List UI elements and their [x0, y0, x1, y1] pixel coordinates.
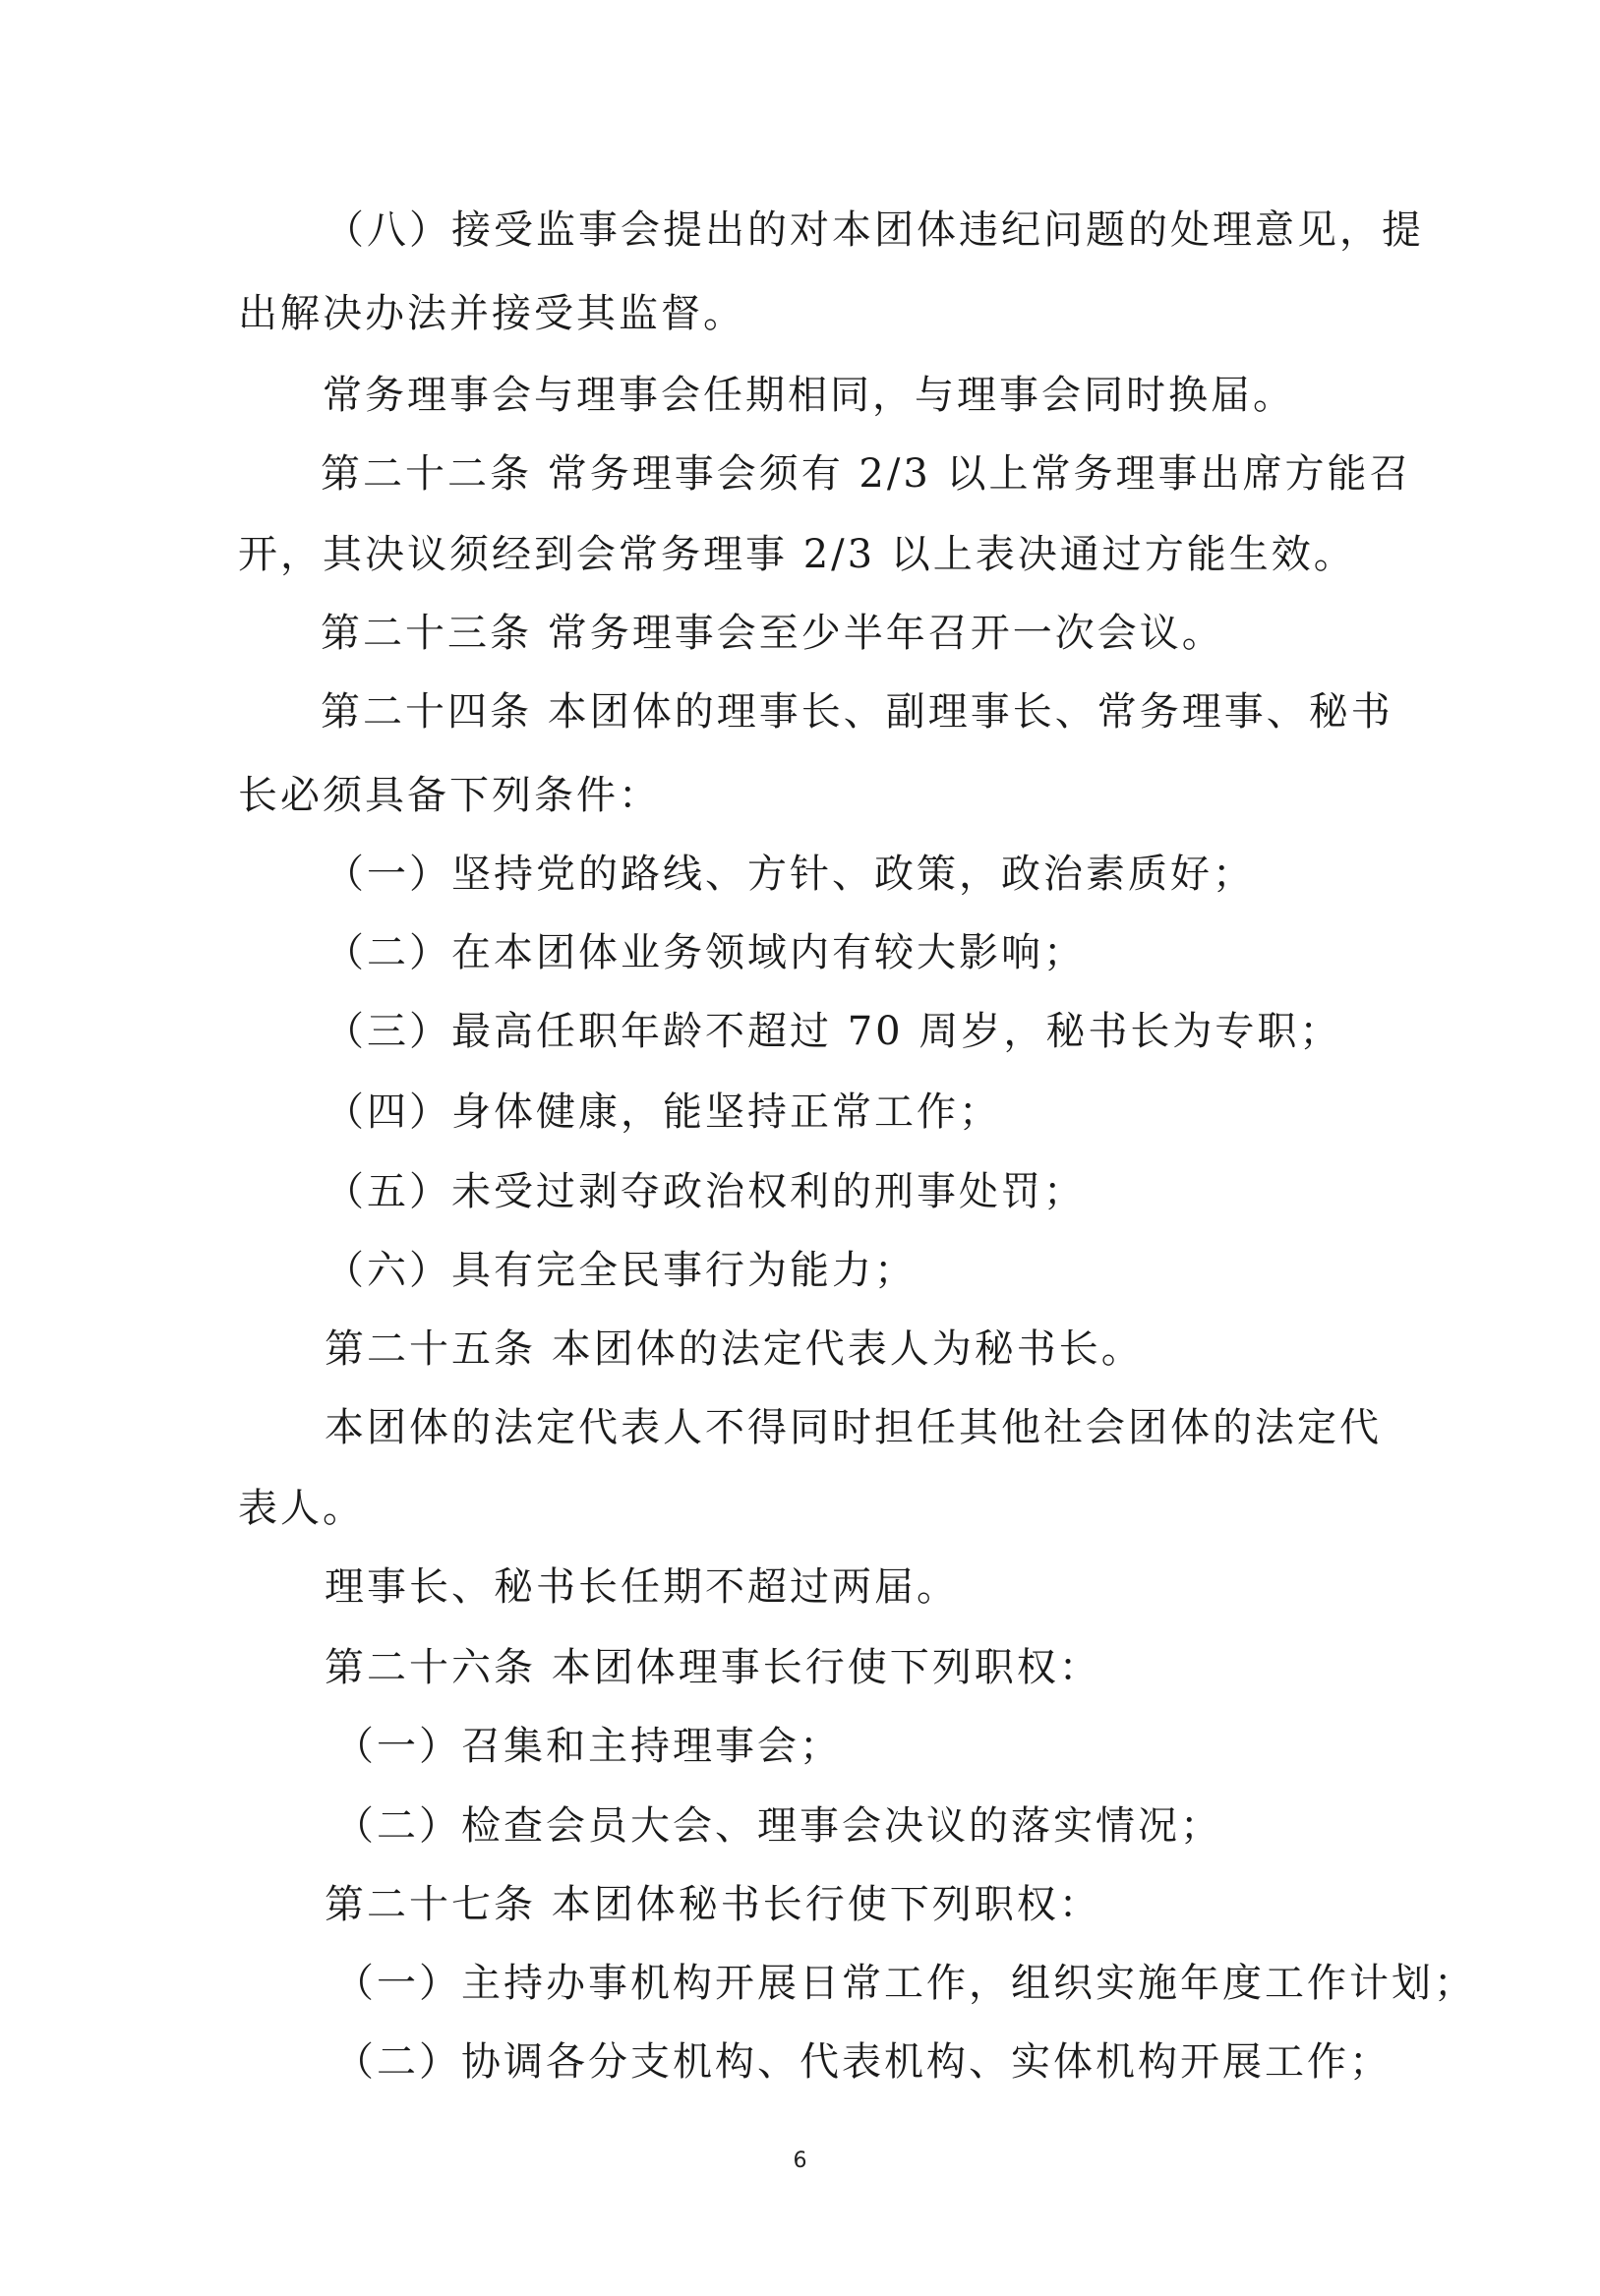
text-line: （一）坚持党的路线、方针、政策，政治素质好；	[325, 852, 1255, 897]
text-line: 第二十五条 本团体的法定代表人为秘书长。	[325, 1326, 1144, 1372]
text-line: 理事长、秘书长任期不超过两届。	[325, 1564, 959, 1610]
text-line: 第二十三条 常务理事会至少半年召开一次会议。	[321, 611, 1224, 656]
text-line: （一）召集和主持理事会；	[334, 1724, 842, 1769]
text-line: （三）最高任职年龄不超过 70 周岁，秘书长为专职；	[325, 1009, 1342, 1054]
text-line: 本团体的法定代表人不得同时担任其他社会团体的法定代	[325, 1405, 1382, 1450]
text-line: 长必须具备下列条件：	[238, 773, 661, 818]
text-line: 第二十四条 本团体的理事长、副理事长、常务理事、秘书	[321, 689, 1393, 735]
text-line: 表人。	[238, 1486, 365, 1531]
page-number: 6	[793, 2149, 807, 2173]
text-line: （一）主持办事机构开展日常工作，组织实施年度工作计划；	[334, 1961, 1476, 2006]
text-line: （六）具有完全民事行为能力；	[325, 1248, 917, 1293]
text-line: （五）未受过剥夺政治权利的刑事处罚；	[325, 1169, 1086, 1214]
text-line: 常务理事会与理事会任期相同，与理事会同时换届。	[323, 373, 1295, 418]
text-line: （八）接受监事会提出的对本团体违纪问题的处理意见，提	[325, 207, 1424, 253]
text-line: （二）检查会员大会、理事会决议的落实情况；	[334, 1803, 1222, 1849]
text-line: 第二十二条 常务理事会须有 2/3 以上常务理事出席方能召	[321, 451, 1412, 497]
text-line: 第二十七条 本团体秘书长行使下列职权：	[325, 1882, 1101, 1927]
text-line: 开，其决议须经到会常务理事 2/3 以上表决通过方能生效。	[238, 532, 1356, 577]
text-line: 第二十六条 本团体理事长行使下列职权：	[325, 1645, 1101, 1690]
text-line: （四）身体健康，能坚持正常工作；	[325, 1089, 1001, 1135]
text-line: 出解决办法并接受其监督。	[238, 291, 745, 336]
text-line: （二）在本团体业务领域内有较大影响；	[325, 930, 1086, 975]
text-line: （二）协调各分支机构、代表机构、实体机构开展工作；	[334, 2039, 1392, 2085]
